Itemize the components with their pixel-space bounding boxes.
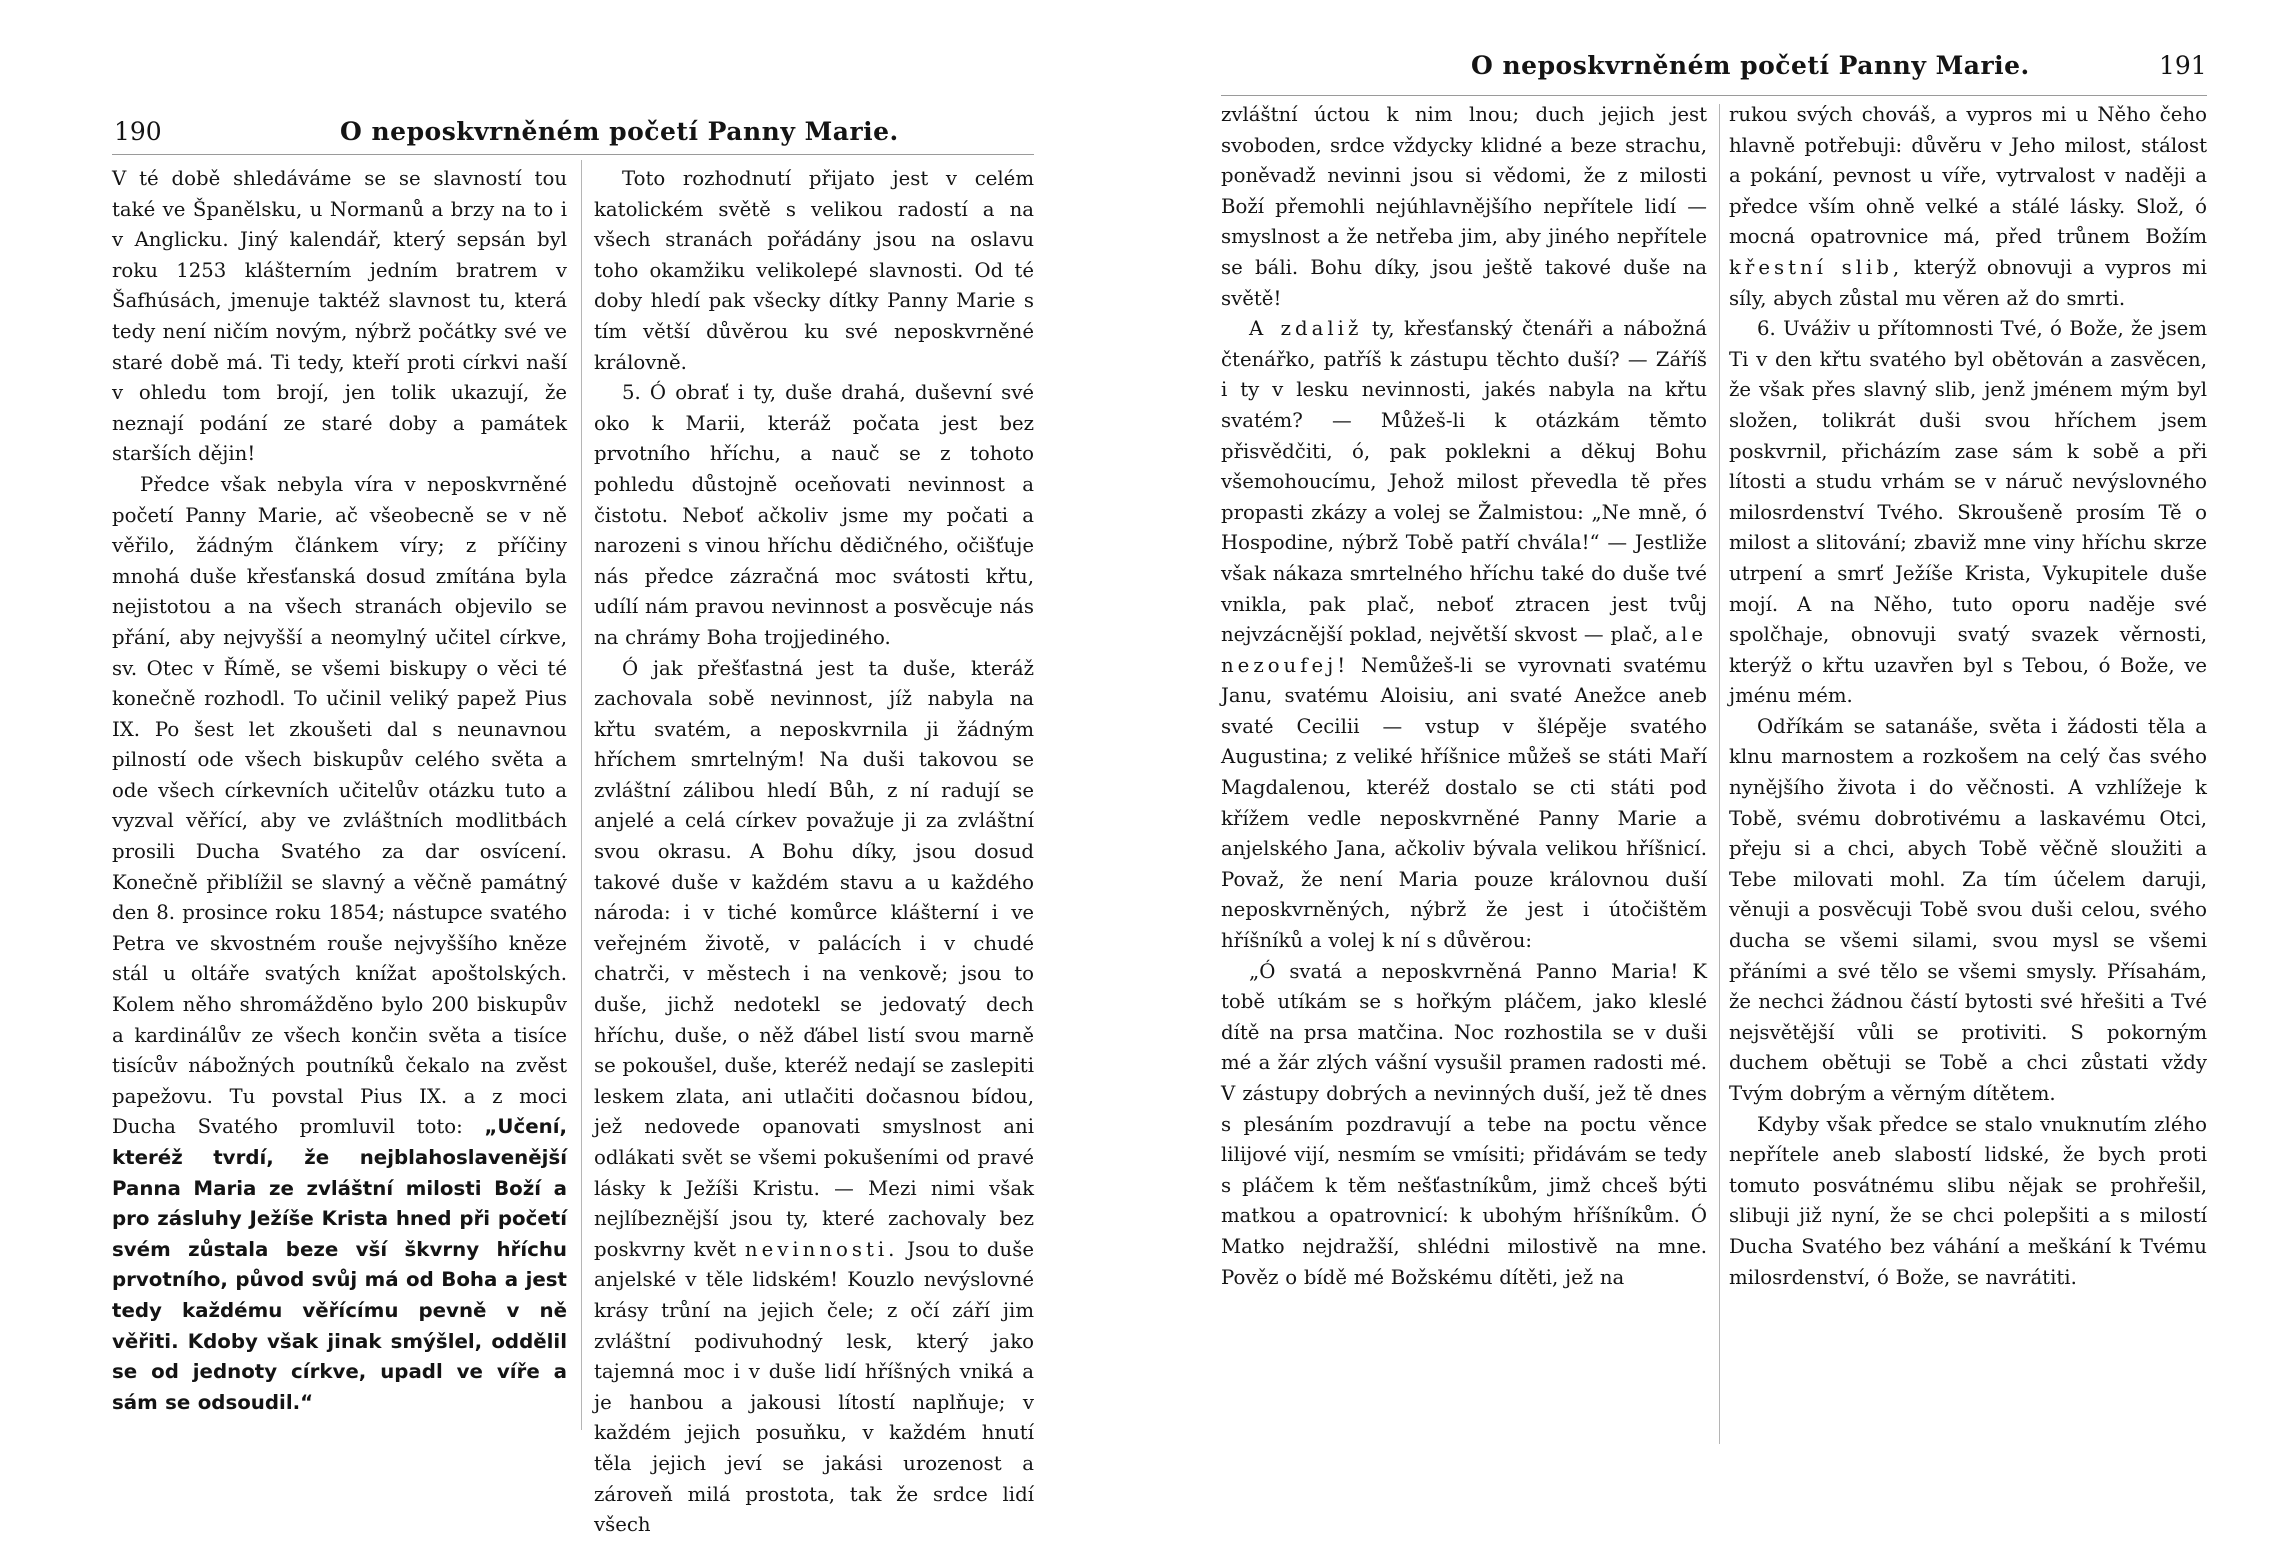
left-page-column-2 [594,164,1034,1541]
header-rule [1221,95,2207,96]
paragraph: Kdyby však předce se stalo vnuknutím zlého nepřítele aneb slabostí lidské, že bych proti tomuto posvátnému slibu nějak se prohřešil, slibuji již nyní, že se chci polepšiti a s milostí Ducha Svatého bez váhání a meškání k Tvému milosrdenství, ó Bože, se navrátiti. [1729,1112,2207,1289]
spaced-word: křestní slib, [1729,255,1904,279]
spaced-word: ale nezoufej! [1221,623,1708,677]
right-page [1139,0,2278,1500]
page-number: 190 [114,117,162,146]
column-divider [581,160,582,1430]
paragraph: Odříkám se satanáše, světa i žádosti těla a klnu marnostem a rozkošem na celý čas svého nynějšího života i do věčnosti. A vzhlížeje k Tobě, svému dobrotivému a laskavému Otci, přeju si a chci, abych Tobě věčně sloužiti a Tebe milovati mohl. Za tím účelem daruji, věnuji a posvěcuji Tobě svou duši celou, svého ducha se všemi silami, svou mysl se všemi přáními a své tělo se všemi smysly. Přísahám, že nechci žádnou částí bytosti své hřešiti a Tvé nejsvětější vůli se protiviti. S pokorným duchem obětuji se Tobě a chci zůstati vždy Tvým dobrým a věrným dítětem. [1729,714,2207,1105]
left-page-column-1 [112,164,567,1418]
column-divider [1719,104,1720,1444]
paragraph: Toto rozhodnutí přijato jest v celém katolickém světě s velikou radostí a na všech stranách pořádány jsou na oslavu toho okamžiku velikolepé slavnosti. Od té doby hledí pak všecky dítky Panny Marie s tím větší důvěrou ku své neposkvrněné královně. [594,167,1034,374]
paragraph: Ó jak přešťastná jest ta duše, kteráž zachovala sobě nevinnost, jíž nabyla na křtu svatém, a neposkvrnila ji žádným hříchem smrtelným! Na duši takovou se zvláštní zálibou hledí Bůh, z ní radují se anjelé a celá církev považuje ji za zvláštní svou okrasu. A Bohu díky, jsou dosud takové duše v každém stavu a u každého národa: i v tiché komůrce klášterní i ve veřejném životě, v palácích i v chudé chatrči, v městech i na venkově; jsou to duše, jichž nedotekl se jedovatý dech hříchu, duše, o něž ďábel listí svou marně se pokoušel, duše, kteréž nedají se zaslepiti leskem zlata, ani utlačiti dočasnou bídou, jež nedovede opanovati smyslnost ani odlákati svět se všemi pokušeními od pravé lásky k Ježíši Kristu. — Mezi nimi však nejlíbeznější jsou ty, které zachovaly bez poskvrny květ nevinnosti. Jsou to duše anjelské v těle lidském! Kouzlo nevýslovné krásy trůní na jejich čele; z očí září jim zvláštní podivuhodný lesk, který jako tajemná moc i v duše lidí hříšných vniká a je hanbou a jakousi lítostí naplňuje; v každém jejich posuňku, v každém hnutí těla jejich jeví se jakási urozenost a zároveň milá prostota, tak že srdce lidí všech [594,656,1034,1537]
running-title: O neposkvrněném početí Panny Marie. [340,117,899,146]
left-page [0,0,1139,1537]
paragraph: rukou svých chováš, a vypros mi u Něho čeho hlavně potřebuji: důvěru v Jeho milost, stálost a pokání, pevnost u víře, vytrvalost v naději a předce vším ohně velké a stálé lásky. Slož, ó mocná opatrovnice má, před trůnem Božím křestní slib, kterýž obnovuji a vypros mi síly, abych zůstal mu věren až do smrti. [1729,103,2207,310]
paragraph: Předce však nebyla víra v neposkvrněné početí Panny Marie, ač všeobecně se v ně věřilo, žádným článkem víry; z příčiny mnohá duše křesťanská dosud zmítána byla nejistotou a na všech stranách objevilo se přání, aby nejvyšší a neomylný učitel církve, sv. Otec v Římě, se všemi biskupy o věci té konečně rozhodl. To učinil veliký papež Pius IX. Po šest let zkoušeti dal s neunavnou pilností ode všech biskupův celého světa a ode všech církevních učitelův otázku tuto a vyzval věřící, aby ve zvláštních modlitbách prosili Ducha Svatého za dar osvícení. Konečně přiblížil se slavný a věčně památný den 8. prosince roku 1854; nástupce svatého Petra ve skvostném rouše nejvyššího kněze stál u oltáře svatých knížat apoštolských. Kolem něho shromážděno bylo 200 biskupův a kardinálův ze všech končin světa a tisíce tisícův nábožných poutníků čekalo na zvěst papežovu. Tu povstal Pius IX. a z moci Ducha Svatého promluvil toto: „Učení, kteréž tvrdí, že nejblahoslavenější Panna Maria ze zvláštní milosti Boží a pro zásluhy Ježíše Krista hned při početí svém zůstala beze vší škvrny hříchu prvotního, původ svůj má od Boha a jest tedy každému věřícímu pevně v ně věřiti. Kdoby však jinak smýšlel, oddělil se od jednoty církve, upadl ve víře a sám se odsoudil.“ [112,472,567,1414]
paragraph: 6. Uváživ u přítomnosti Tvé, ó Bože, že jsem Ti v den křtu svatého byl obětován a zasvěcen, že však přes slavný slib, jenž jménem mým byl složen, tolikrát duši svou hříchem jsem poskvrnil, přicházím zase sám k sobě a při lítosti a studu vrhám se v náruč nevýslovného milosrdenství Tvého. Skroušeně prosím Tě o milost a slitování; zbaviž mne viny hříchu skrze utrpení a smrť Ježíše Krista, Vykupitele duše mojí. A na Něho, tuto oporu naděje své spolčhaje, obnovuji svatý svazek věrnosti, kterýž o křtu uzavřen byl s Tebou, ó Bože, ve jménu mém. [1729,317,2207,708]
page-number: 191 [2159,51,2207,80]
paragraph: 5. Ó obrať i ty, duše drahá, duševní své oko k Marii, kteráž počata jest bez prvotního hříchu, a nauč se z tohoto pohledu důstojně oceňovati nevinnost a čistotu. Neboť ačkoliv jsme my počati a narozeni s vinou hříchu dědičného, očišťuje nás předce zázračná moc svátosti křtu, udílí nám pravou nevinnost a posvěcuje nás na chrámy Boha trojjediného. [594,381,1034,649]
paragraph: V té době shledáváme se se slavností tou také ve Španělsku, u Normanů a brzy na to i v Anglicku. Jiný kalendář, který sepsán byl roku 1253 klášterním jedním bratrem v Šafhúsách, jmenuje taktéž slavnost tu, která tedy není ničím novým, nýbrž počátky své ve staré době má. Ti tedy, kteří proti církvi naší v ohledu tom brojí, jen tolik ukazují, že neznají podání ze staré doby a památek starších dějin! [112,167,567,466]
dogma-quote: „Učení, kteréž tvrdí, že nejblahoslavenější Panna Maria ze zvláštní milosti Boží a pro zásluhy Ježíše Krista hned při početí svém zůstala beze vší škvrny hříchu prvotního, původ svůj má od Boha a jest tedy každému věřícímu pevně v ně věřiti. Kdoby však jinak smýšlel, oddělil se od jednoty církve, upadl ve víře a sám se odsoudil.“ [112,1115,567,1414]
right-page-column-1 [1221,100,1707,1293]
paragraph: A zdaliž ty, křesťanský čtenáři a nábožná čtenářko, patříš k zástupu těchto duší? — Záříš i ty v lesku nevinnosti, jakés nabyla na křtu svatém? — Můžeš-li k otázkám těmto přisvědčiti, ó, pak poklekni a děkuj Bohu všemohoucímu, Jehož milost převedla tě přes propasti zkázy a volej se Žalmistou: „Ne mně, ó Hospodine, nýbrž Tobě patří chvála!“ — Jestliže však nákaza smrtelného hříchu také do duše tvé vnikla, pak plač, neboť ztracen jest tvůj nejvzácnější poklad, největší skvost — plač, ale nezoufej! Nemůžeš-li se vyrovnati svatému Janu, svatému Aloisiu, ani svaté Anežce aneb svaté Cecilii — vstup v šlépěje svatého Augustina; z veliké hříšnice můžeš se státi Maří Magdalenou, kteréž dostalo se cti státi pod křížem vedle neposkvrněné Panny Marie a anjelského Jana, ačkoliv bývala velikou hříšnicí. Považ, že není Maria pouze královnou duší neposkvrněných, nýbrž že jest i útočištěm hříšníků a volej k ní s důvěrou: [1221,317,1708,953]
prayer-paragraph: „Ó svatá a neposkvrněná Panno Maria! K tobě utíkám se s hořkým pláčem, jako kleslé dítě na prsa matčina. Noc rozhostila se v duši mé a žár zlých vášní vysušil pramen radosti mé. V zástupy dobrých a nevinných duší, jež tě dnes s plesáním pozdravují a tebe na poctu věnce lilijové vijí, nesmím se vmísiti; přidávám se tedy s pláčem k těm nešťastníkům, jimž chceš býti matkou a opatrovnicí: k ubohým hříšníkům. Ó Matko nejdražší, shlédni milostivě na mne. Pověz o bídě mé Božskému dítěti, jež na [1221,959,1707,1289]
spaced-word: nevinnosti. [744,1237,899,1261]
paragraph: zvláštní úctou k nim lnou; duch jejich jest svoboden, srdce vždycky klidné a beze strachu, poněvadž nevinni jsou si vědomi, že z milosti Boží přemohli nejúhlavnějšího nepřítele lidí — smyslnost a že netřeba jim, aby jiného nepřítele se báli. Bohu díky, jsou ještě takové duše na světě! [1221,103,1707,310]
header-rule [112,154,1034,155]
right-page-column-2 [1729,100,2207,1293]
spaced-word: A zdaliž [1249,317,1363,341]
running-title: O neposkvrněném početí Panny Marie. [1471,51,2030,80]
right-page-header [1139,46,2278,86]
left-page-header [0,112,1139,152]
